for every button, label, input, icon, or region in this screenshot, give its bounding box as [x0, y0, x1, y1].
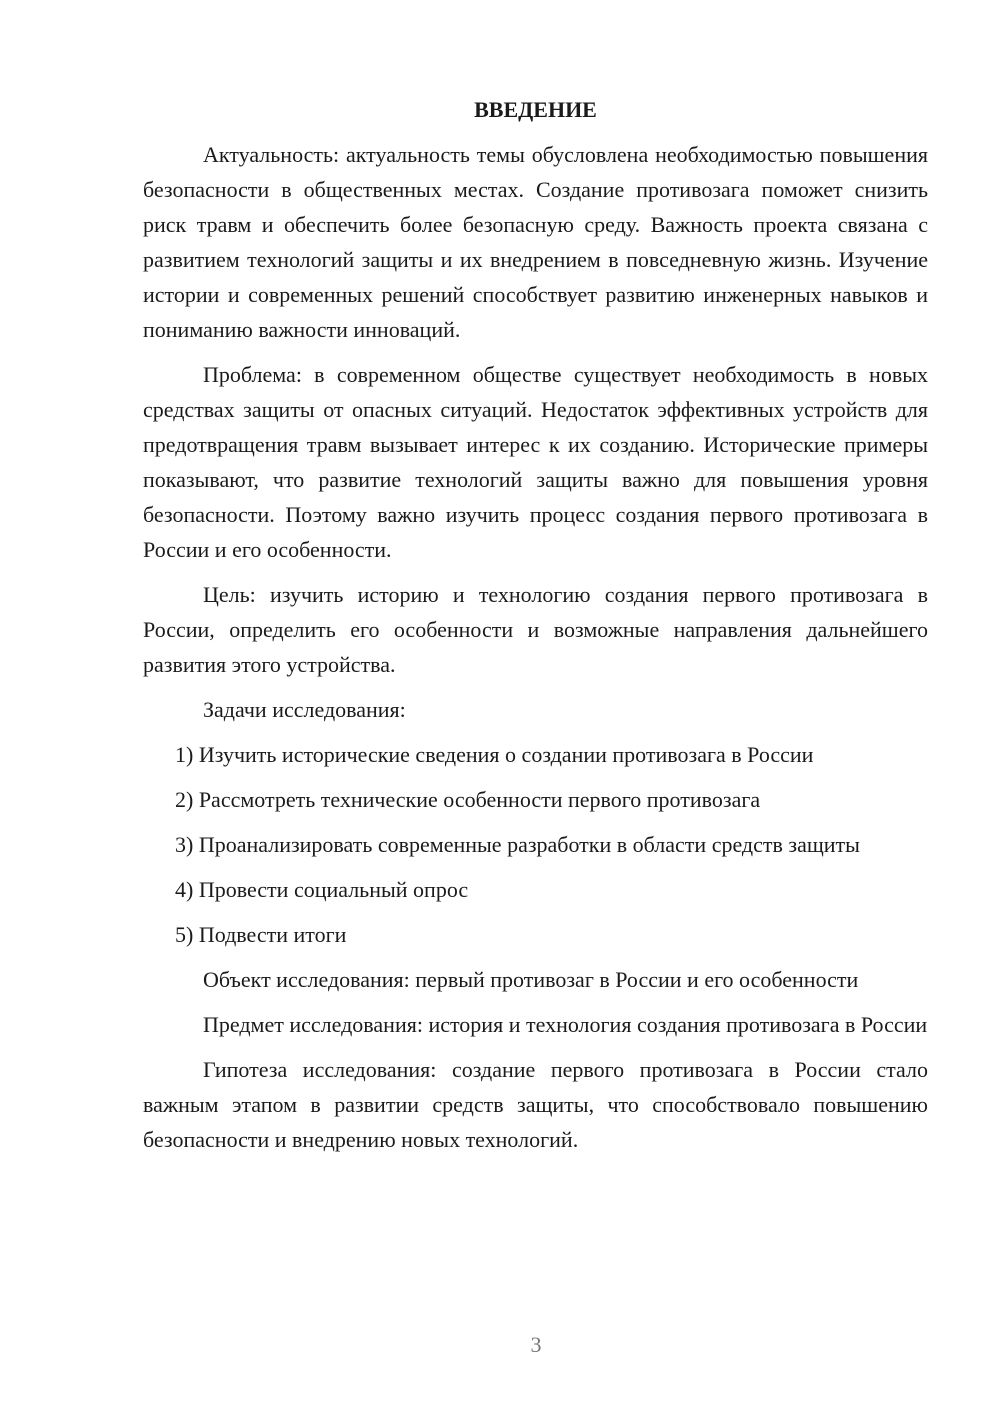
paragraph-goal: Цель: изучить историю и технологию создания первого противозага в России, определить его особенности и возможные направления дальнейшего развития этого устройства.	[143, 582, 928, 677]
task-item-3: 3) Проанализировать современные разработки в области средств защиты	[175, 832, 860, 857]
paragraph-object: Объект исследования: первый противозаг в России и его особенности	[203, 967, 859, 992]
page-title: ВВЕДЕНИЕ	[474, 97, 597, 122]
task-item-1: 1) Изучить исторические сведения о создании противозага в России	[175, 742, 814, 767]
paragraph-problem: Проблема: в современном обществе существует необходимость в новых средствах защиты от опасных ситуаций. Недостаток эффективных устройств для предотвращения травм вызывает интерес к их созданию. Исторические примеры показывают, что развитие технологий защиты важно для повышения уровня безопасности. Поэтому важно изучить процесс создания первого противозага в России и его особенности.	[143, 362, 928, 562]
task-item-2: 2) Рассмотреть технические особенности первого противозага	[175, 787, 761, 812]
tasks-heading: Задачи исследования:	[203, 697, 406, 722]
page-content	[143, 92, 928, 1167]
task-item-5: 5) Подвести итоги	[175, 922, 347, 947]
paragraph-hypothesis: Гипотеза исследования: создание первого противозага в России стало важным этапом в развитии средств защиты, что способствовало повышению безопасности и внедрению новых технологий.	[143, 1057, 928, 1152]
paragraph-subject: Предмет исследования: история и технология создания противозага в России	[203, 1012, 928, 1037]
task-item-4: 4) Провести социальный опрос	[175, 877, 469, 902]
paragraph-relevance: Актуальность: актуальность темы обусловлена необходимостью повышения безопасности в общественных местах. Создание противозага поможет снизить риск травм и обеспечить более безопасную среду. Важность проекта связана с развитием технологий защиты и их внедрением в повседневную жизнь. Изучение истории и современных решений способствует развитию инженерных навыков и пониманию важности инноваций.	[143, 142, 928, 342]
page-number: 3	[530, 1332, 542, 1357]
